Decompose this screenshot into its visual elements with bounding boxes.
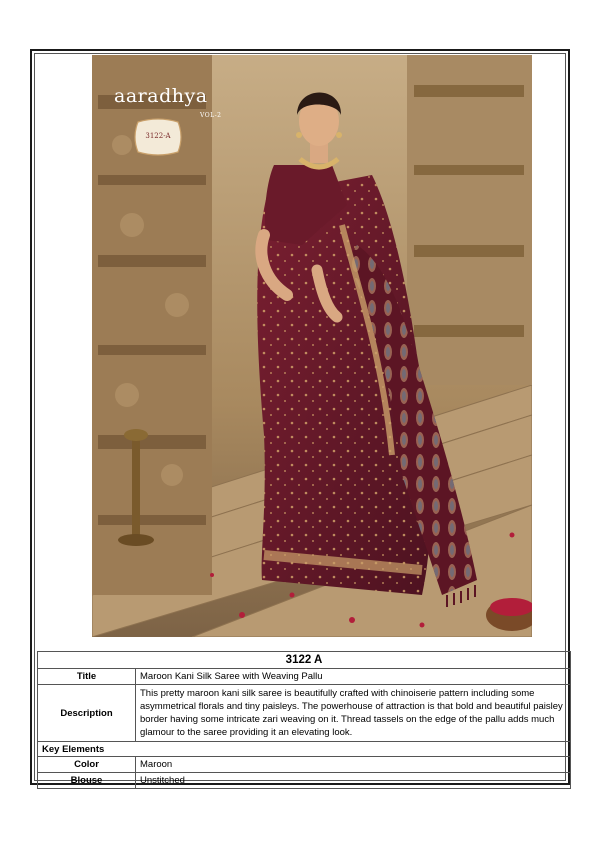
- description-row: [38, 685, 571, 742]
- product-spec-table: [37, 651, 571, 789]
- description-value: This pretty maroon kani silk saree is beautifully crafted with chinoiserie pattern including some asymmetrical florals and tiny paisleys. The powerhouse of attraction is that bold and beautiful paisley border having some intricate zari weaving on it. Thread tassels on the edge of the pallu adds much glamour to the saree providing it an elevating look.: [136, 685, 571, 742]
- brand-volume: VOL-2: [200, 112, 222, 119]
- product-photo: [92, 55, 532, 637]
- title-row: [38, 669, 571, 685]
- key-elements-row: [38, 742, 571, 757]
- brand-logo: aaradhya: [114, 85, 208, 107]
- blouse-row: [38, 773, 571, 789]
- color-value: Maroon: [136, 757, 571, 773]
- catalog-page: [30, 49, 570, 785]
- title-value: Maroon Kani Silk Saree with Weaving Pallu: [136, 669, 571, 685]
- title-label: Title: [38, 669, 136, 685]
- key-elements-heading: Key Elements: [38, 742, 571, 757]
- description-label: Description: [38, 685, 136, 742]
- color-label: Color: [38, 757, 136, 773]
- color-row: [38, 757, 571, 773]
- catalog-frame: [34, 53, 566, 786]
- product-code: 3122 A: [38, 652, 571, 669]
- product-code-row: [38, 652, 571, 669]
- code-badge: 3122-A: [145, 132, 171, 140]
- blouse-value: Unstitched: [136, 773, 571, 789]
- blouse-label: Blouse: [38, 773, 136, 789]
